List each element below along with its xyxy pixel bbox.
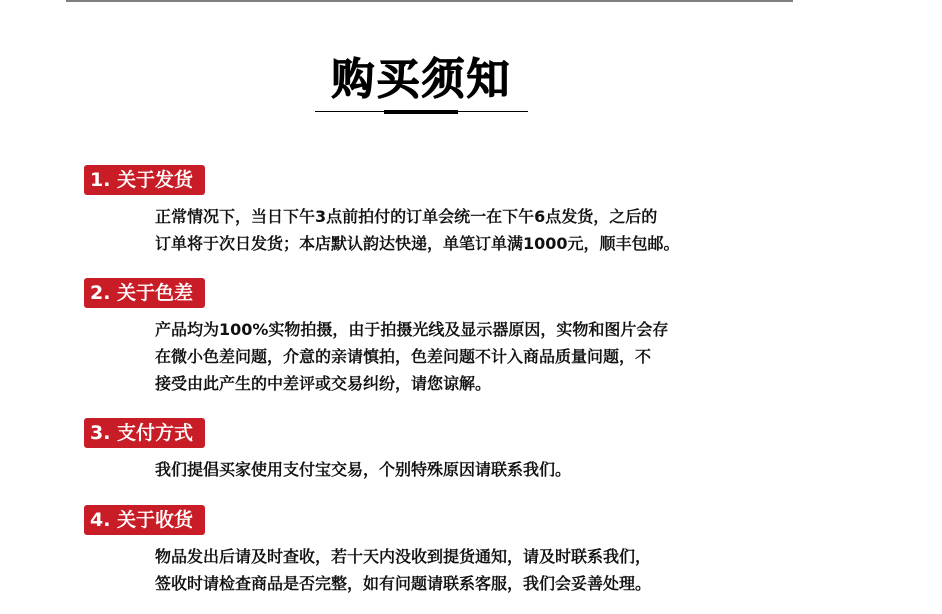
section-heading-receiving: 4. 关于收货 [84, 505, 205, 535]
top-divider [66, 0, 793, 2]
text-line: 正常情况下，当日下午3点前拍付的订单会统一在下午6点发货，之后的 [155, 207, 658, 226]
text-line: 我们提倡买家使用支付宝交易，个别特殊原因请联系我们。 [155, 460, 572, 479]
page-title: 购买须知 [331, 55, 512, 105]
section-heading-color-difference: 2. 关于色差 [84, 278, 205, 308]
text-line: 产品均为100%实物拍摄，由于拍摄光线及显示器原因，实物和图片会存 [155, 320, 669, 339]
section-body-payment [155, 456, 795, 483]
text-line: 签收时请检查商品是否完整，如有问题请联系客服，我们会妥善处理。 [155, 574, 652, 593]
section-heading-payment: 3. 支付方式 [84, 418, 205, 448]
section-body-color-difference [155, 316, 795, 397]
section-body-receiving [155, 543, 795, 597]
text-line: 接受由此产生的中差评或交易纠纷，请您谅解。 [155, 374, 492, 393]
title-block [315, 52, 528, 116]
title-underline-accent [384, 110, 458, 114]
text-line: 订单将于次日发货；本店默认韵达快递，单笔订单满1000元，顺丰包邮。 [155, 234, 680, 253]
section-body-shipping [155, 203, 795, 257]
text-line: 物品发出后请及时查收，若十天内没收到提货通知，请及时联系我们， [155, 547, 652, 566]
text-line: 在微小色差问题，介意的亲请慎拍，色差问题不计入商品质量问题，不 [155, 347, 652, 366]
section-heading-shipping: 1. 关于发货 [84, 165, 205, 195]
